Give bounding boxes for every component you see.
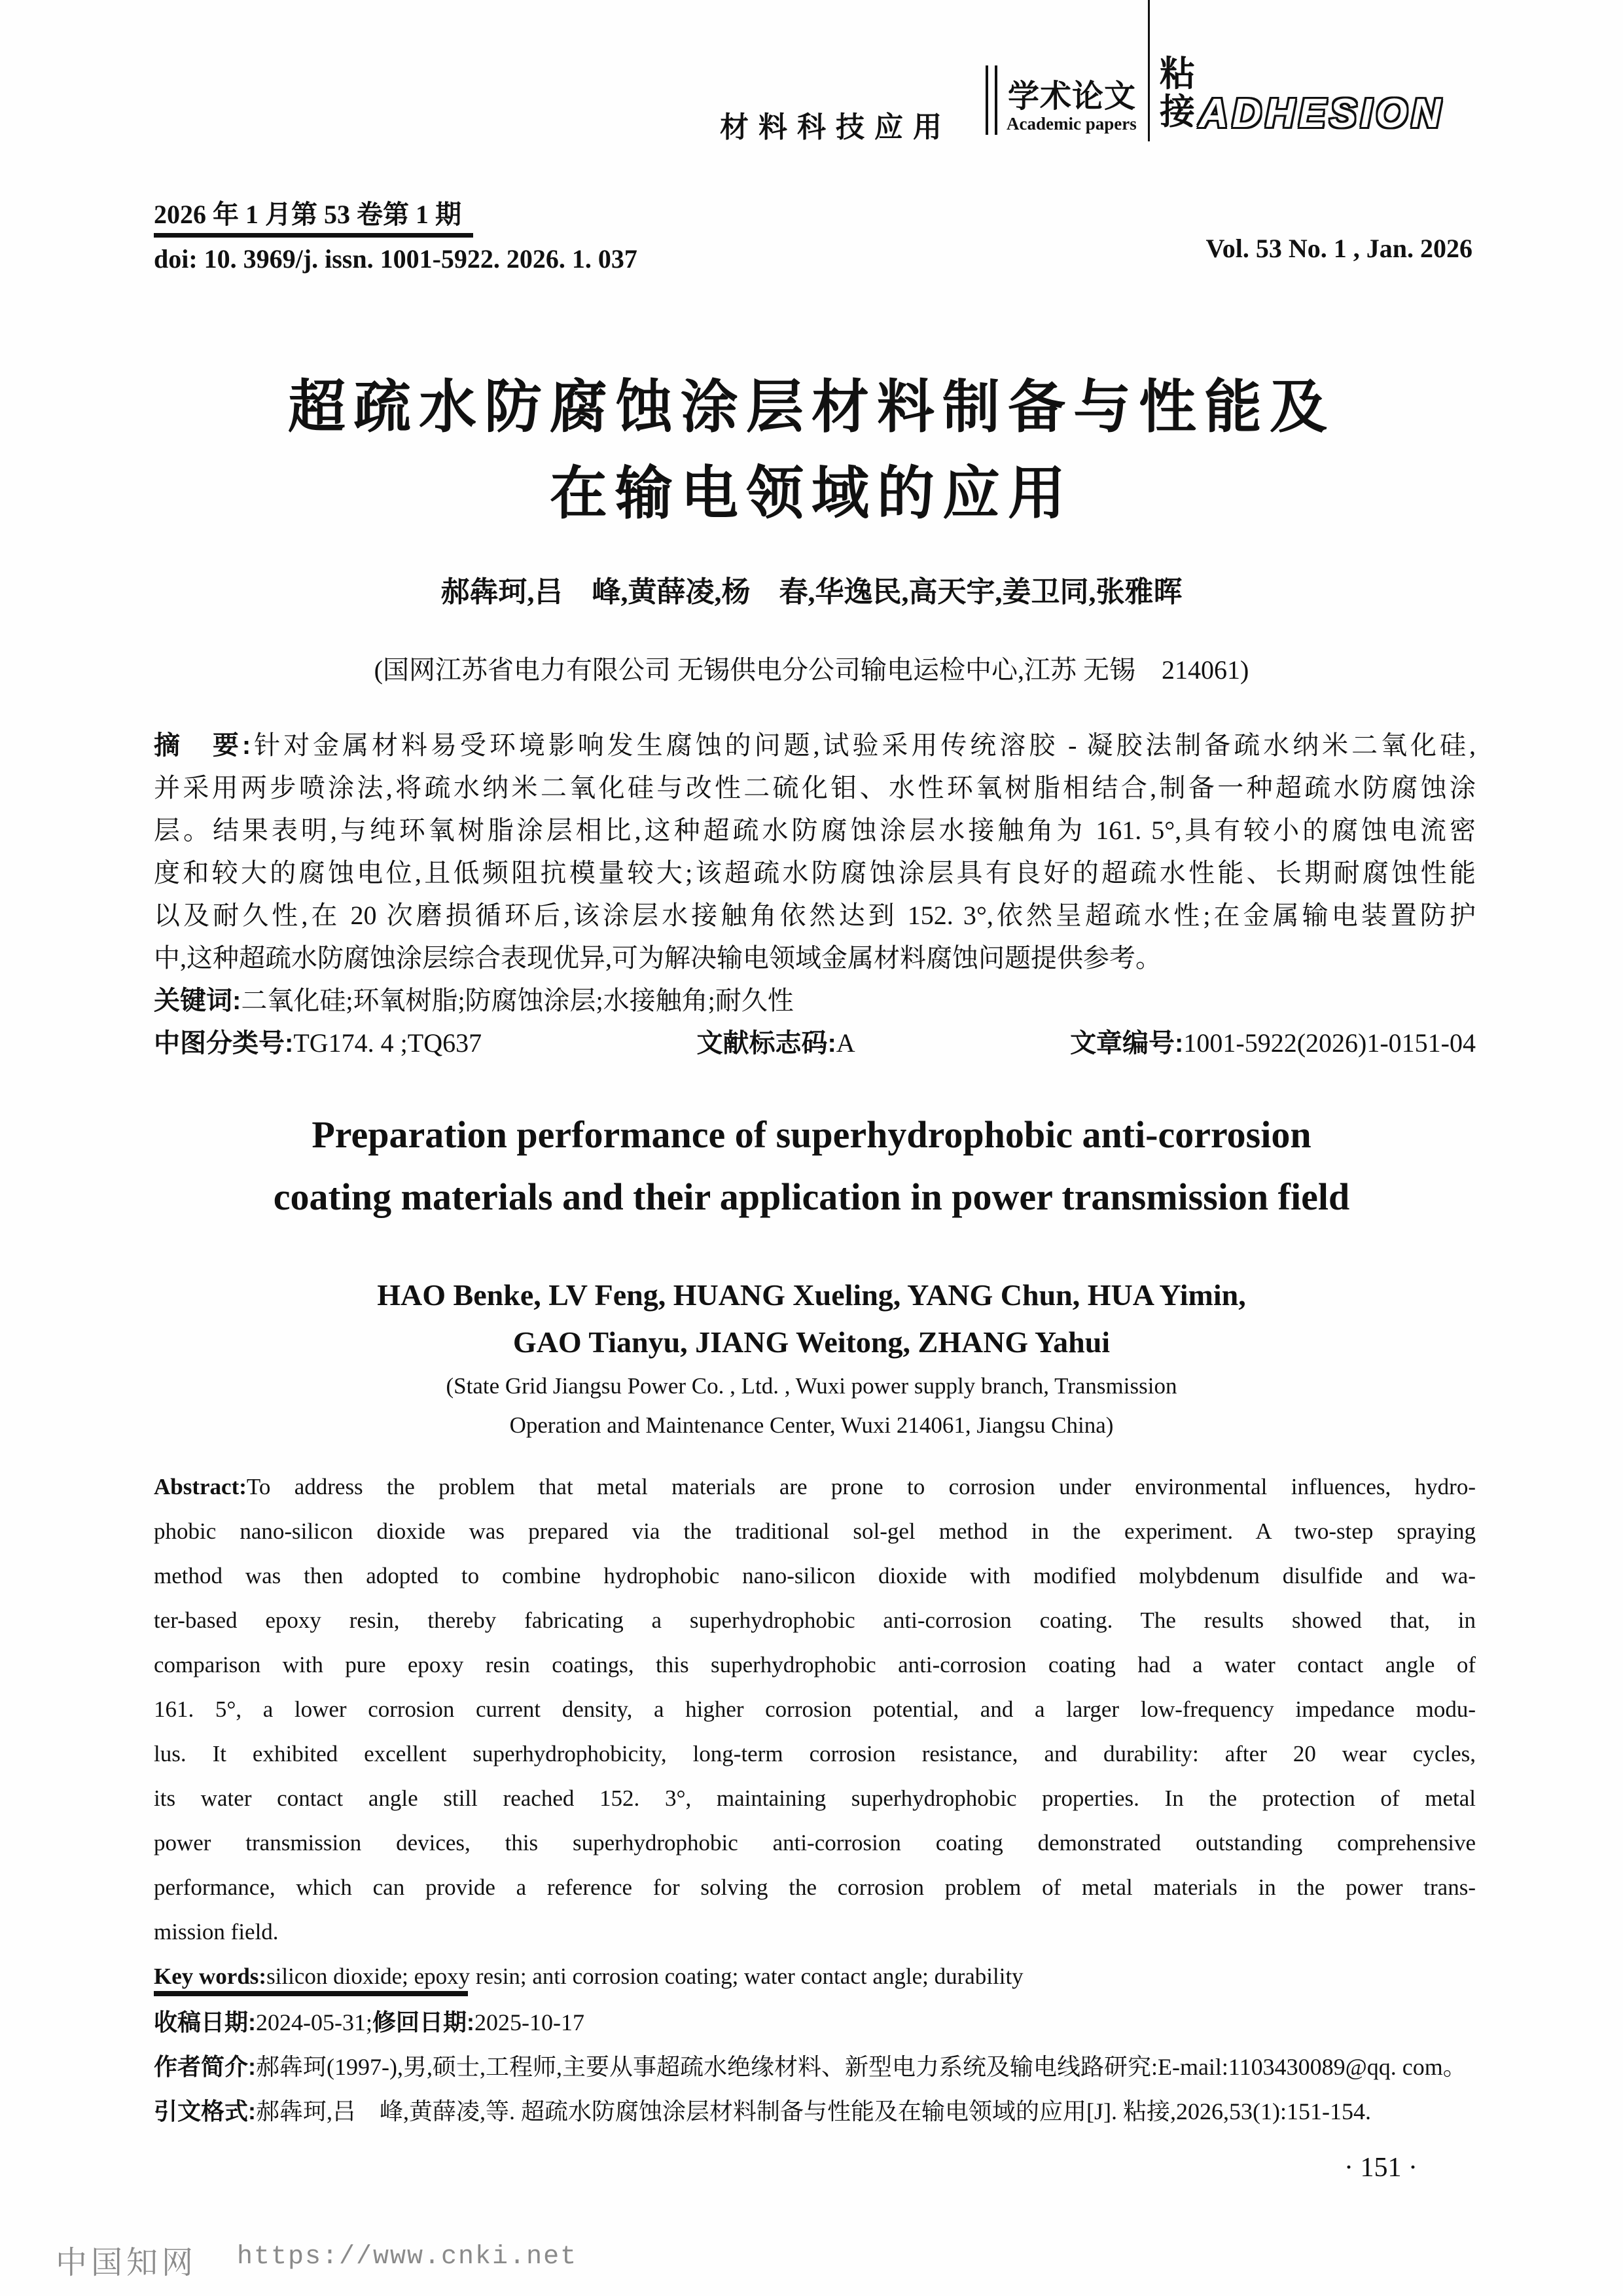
received-date-label: 收稿日期: bbox=[154, 2009, 256, 2036]
doi-line: doi: 10. 3969/j. issn. 1001-5922. 2026. 1. 037 bbox=[154, 244, 637, 274]
journal-name-en: ADHESION bbox=[1199, 91, 1445, 136]
article-id-group bbox=[1070, 1022, 1476, 1064]
abstract-en-line7: lus. It exhibited excellent superhydrophobicity, long-term corrosion resistance, and durability: after 20 wear cycles, bbox=[154, 1741, 1476, 1767]
abstract-cn-line4: 度和较大的腐蚀电位,且低频阻抗模量较大;该超疏水防腐蚀涂层具有良好的超疏水性能、长期耐腐蚀性能 bbox=[154, 858, 1476, 888]
abstract-en-line11: mission field. bbox=[154, 1919, 279, 1945]
article-id: 1001-5922(2026)1-0151-04 bbox=[1183, 1028, 1476, 1058]
footnote-author-bio bbox=[154, 2045, 1476, 2089]
section-title-en: Academic papers bbox=[1007, 114, 1137, 134]
abstract-cn-line3: 层。结果表明,与纯环氧树脂涂层相比,这种超疏水防腐蚀涂层水接触角为 161. 5°,具有较小的腐蚀电流密 bbox=[154, 816, 1476, 845]
clc-number: TG174. 4 ;TQ637 bbox=[293, 1028, 482, 1058]
keywords-en: silicon dioxide; epoxy resin; anti corrosion coating; water contact angle; durability bbox=[266, 1964, 1024, 1989]
footnote-dates bbox=[154, 2000, 1476, 2045]
affiliation-cn: (国网江苏省电力有限公司 无锡供电分公司输电运检中心,江苏 无锡 214061) bbox=[374, 655, 1249, 685]
revised-date: 2025-10-17 bbox=[474, 2009, 584, 2036]
issue-underline bbox=[154, 233, 473, 238]
abstract-en-line1 bbox=[154, 1465, 1476, 1509]
article-title-en-line2: coating materials and their application in power transmission field bbox=[273, 1175, 1350, 1218]
authors-cn: 郝犇珂,吕 峰,黄薛凌,杨 春,华逸民,高天宇,姜卫同,张雅晖 bbox=[440, 576, 1183, 608]
article-title-en-line1: Preparation performance of superhydrophobic anti-corrosion bbox=[312, 1113, 1311, 1156]
received-date: 2024-05-31; bbox=[256, 2009, 372, 2036]
abstract-en-line5: comparison with pure epoxy resin coatings, this superhydrophobic anti-corrosion coating had a water contact angle of bbox=[154, 1652, 1476, 1677]
journal-name-cn-char2: 接 bbox=[1160, 92, 1195, 132]
issue-info-cn: 2026 年 1 月第 53 卷第 1 期 bbox=[154, 200, 461, 229]
abstract-en-line9: power transmission devices, this superhydrophobic anti-corrosion coating demonstrated outstanding comprehensive bbox=[154, 1830, 1476, 1856]
abstract-cn-line1 bbox=[154, 724, 1476, 766]
authors-en-line1: HAO Benke, LV Feng, HUANG Xueling, YANG Chun, HUA Yimin, bbox=[377, 1278, 1246, 1312]
abstract-cn-line2: 并采用两步喷涂法,将疏水纳米二氧化硅与改性二硫化钼、水性环氧树脂相结合,制备一种超疏水防腐蚀涂 bbox=[154, 773, 1476, 802]
clc-group bbox=[154, 1022, 482, 1064]
abstract-cn bbox=[154, 724, 1476, 1064]
abstract-en-line10: performance, which can provide a reference for solving the corrosion problem of metal materials in the power trans- bbox=[154, 1874, 1476, 1900]
cnki-watermark-cn: 中国知网 bbox=[56, 2246, 198, 2280]
authors-en-line2: GAO Tianyu, JIANG Weitong, ZHANG Yahui bbox=[512, 1325, 1111, 1359]
abstract-cn-line5: 以及耐久性,在 20 次磨损循环后,该涂层水接触角依然达到 152. 3°,依然呈超疏水性;在金属输电装置防护 bbox=[154, 901, 1476, 930]
cnki-watermark-url: https://www.cnki.net bbox=[237, 2242, 578, 2272]
abstract-en-line4: ter-based epoxy resin, thereby fabricating a superhydrophobic anti-corrosion coating. The results showed that, in bbox=[154, 1607, 1476, 1633]
abstract-cn-label: 摘 要: bbox=[154, 731, 251, 760]
keywords-cn-line bbox=[154, 979, 1476, 1022]
abstract-en-line2: phobic nano-silicon dioxide was prepared via the traditional sol-gel method in the experiment. A two-step spraying bbox=[154, 1518, 1476, 1544]
affiliation-en-line1: (State Grid Jiangsu Power Co. , Ltd. , Wuxi power supply branch, Transmission bbox=[446, 1373, 1177, 1399]
abstract-cn-line6: 中,这种超疏水防腐蚀涂层综合表现优异,可为解决输电领域金属材料腐蚀问题提供参考。 bbox=[154, 943, 1162, 973]
doc-code: A bbox=[836, 1028, 855, 1058]
journal-name-cn bbox=[1157, 55, 1198, 131]
doc-code-group bbox=[696, 1022, 855, 1064]
clc-label: 中图分类号: bbox=[154, 1029, 294, 1058]
author-bio-label: 作者简介: bbox=[154, 2053, 256, 2080]
abstract-en-line6: 161. 5°, a lower corrosion current density, a higher corrosion potential, and a larger low-frequency impedance modu- bbox=[154, 1696, 1476, 1722]
doc-code-label: 文献标志码: bbox=[696, 1029, 836, 1058]
column-category-label: 材料科技应用 bbox=[720, 111, 952, 143]
classification-line bbox=[154, 1022, 1476, 1064]
page-number: · 151 · bbox=[1344, 2153, 1418, 2183]
footnote-citation bbox=[154, 2089, 1476, 2134]
keywords-cn-label: 关键词: bbox=[154, 986, 241, 1015]
issue-info-en: Vol. 53 No. 1 , Jan. 2026 bbox=[1205, 234, 1472, 263]
keywords-en-label: Key words: bbox=[154, 1964, 267, 1989]
header-divider-line bbox=[1148, 0, 1150, 141]
article-title-cn-line1: 超疏水防腐蚀涂层材料制备与性能及 bbox=[287, 374, 1335, 439]
abstract-en-line3: method was then adopted to combine hydrophobic nano-silicon dioxide with modified molybdenum disulfide and wa- bbox=[154, 1563, 1476, 1588]
citation-label: 引文格式: bbox=[154, 2098, 256, 2125]
abstract-en-line8: its water contact angle still reached 152. 3°, maintaining superhydrophobic properties. In the protection of metal bbox=[154, 1785, 1476, 1811]
journal-name-cn-char1: 粘 bbox=[1160, 54, 1195, 94]
author-bio: 郝犇珂(1997-),男,硕士,工程师,主要从事超疏水绝缘材料、新型电力系统及输电线路研究:E-mail:1103430089@qq. com。 bbox=[256, 2054, 1467, 2080]
footnote-separator-rule bbox=[154, 1991, 468, 1996]
abstract-en-text1: To address the problem that metal materials are prone to corrosion under environmental influences, hydro- bbox=[246, 1474, 1476, 1499]
section-title-cn: 学术论文 bbox=[1008, 79, 1137, 114]
affiliation-en-line2: Operation and Maintenance Center, Wuxi 214061, Jiangsu China) bbox=[509, 1412, 1114, 1438]
revised-date-label: 修回日期: bbox=[372, 2009, 474, 2036]
footnote-block bbox=[154, 2000, 1476, 2134]
article-title-cn-line2: 在输电领域的应用 bbox=[549, 461, 1073, 526]
article-id-label: 文章编号: bbox=[1070, 1029, 1184, 1058]
abstract-en-label: Abstract: bbox=[154, 1474, 247, 1499]
abstract-cn-text1: 针对金属材料易受环境影响发生腐蚀的问题,试验采用传统溶胶 - 凝胶法制备疏水纳米二氧化硅, bbox=[251, 730, 1476, 760]
citation: 郝犇珂,吕 峰,黄薛凌,等. 超疏水防腐蚀涂层材料制备与性能及在输电领域的应用[J]. 粘接,2026,53(1):151-154. bbox=[256, 2098, 1371, 2125]
double-bar-divider bbox=[986, 65, 997, 135]
keywords-cn: 二氧化硅;环氧树脂;防腐蚀涂层;水接触角;耐久性 bbox=[241, 986, 794, 1015]
abstract-en bbox=[154, 1465, 1476, 1999]
